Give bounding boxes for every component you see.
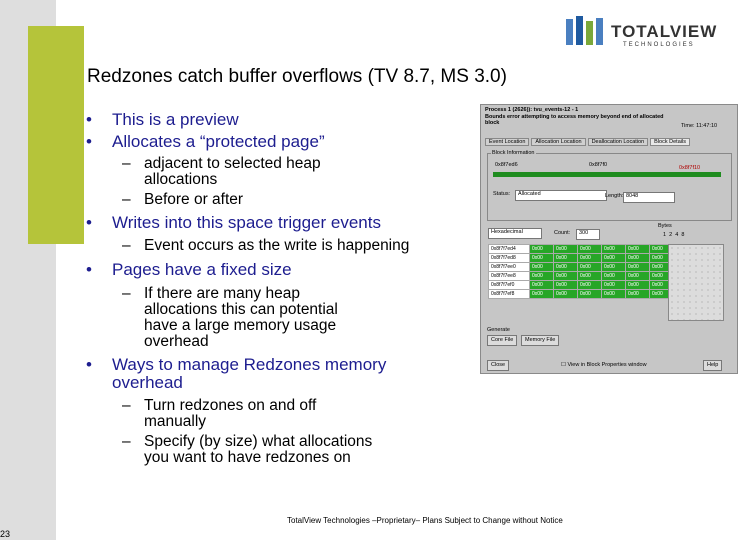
generate-label: Generate — [487, 327, 510, 333]
memory-cell: 0x00 — [554, 263, 578, 272]
memory-cell: 0x00 — [602, 254, 626, 263]
sub-bullet-text: Specify (by size) what allocations you want to have redzones on — [144, 433, 373, 466]
tab-block-details[interactable]: Block Details — [650, 138, 690, 146]
addr-start: 0x8f7ed6 — [495, 162, 518, 168]
sub-bullet-text: Turn redzones on and off manually — [144, 397, 317, 430]
sub-bullet — [86, 398, 374, 430]
bytes-option[interactable]: 1 — [663, 232, 667, 238]
core-file-button[interactable]: Core File — [487, 335, 517, 346]
block-info-label: Block Information — [492, 150, 535, 156]
bullet-dot: • — [86, 260, 92, 279]
decor-green-bar — [28, 26, 84, 244]
memory-cell: 0x00 — [578, 290, 602, 299]
addr-mid: 0x8f7f0 — [589, 162, 608, 168]
view-checkbox[interactable] — [561, 362, 647, 368]
length-field — [623, 192, 675, 203]
checkbox-icon[interactable]: ☐ — [561, 362, 566, 368]
row-address: 0x8f7f7ee0 — [489, 263, 530, 272]
row-address: 0x8f7f7ef8 — [489, 290, 530, 299]
sub-bullet-text: adjacent to selected heap allocations — [144, 155, 321, 188]
status-field — [515, 190, 607, 201]
count-label: Count: — [554, 230, 571, 236]
memory-cell: 0x00 — [626, 290, 650, 299]
memory-file-button[interactable]: Memory File — [521, 335, 559, 346]
memory-cell: 0x00 — [650, 263, 674, 272]
memory-cell: 0x00 — [530, 263, 554, 272]
memory-cell: 0x00 — [602, 281, 626, 290]
logo-bar-3 — [586, 21, 593, 45]
sub-bullet — [86, 192, 476, 208]
sub-bullet — [86, 238, 424, 254]
dash-glyph: – — [122, 285, 131, 302]
bullet — [86, 132, 476, 152]
memory-cell: 0x00 — [530, 290, 554, 299]
dash-glyph: – — [122, 397, 131, 414]
memory-cell: 0x00 — [650, 290, 674, 299]
logo-bar-4 — [596, 18, 603, 45]
memory-cell: 0x00 — [650, 272, 674, 281]
memory-cell: 0x00 — [626, 254, 650, 263]
bytes-option[interactable]: 2 — [669, 232, 673, 238]
memory-cell: 0x00 — [626, 245, 650, 254]
bullet-text: This is a preview — [112, 110, 239, 129]
totalview-logo — [565, 15, 745, 49]
logo-sub: TECHNOLOGIES — [623, 42, 695, 48]
status-value: Allocated — [518, 191, 541, 197]
sub-bullet-text: If there are many heap allocations this can potential have a large memory usage overhead — [144, 285, 338, 350]
memory-cell: 0x00 — [578, 245, 602, 254]
memory-cell: 0x00 — [554, 272, 578, 281]
memory-cell: 0x00 — [554, 290, 578, 299]
bullet — [86, 110, 476, 130]
memory-cell: 0x00 — [626, 281, 650, 290]
view-checkbox-label: View in Block Properties window — [567, 362, 647, 368]
memory-cell: 0x00 — [530, 281, 554, 290]
memory-cell: 0x00 — [554, 245, 578, 254]
memory-cell: 0x00 — [578, 254, 602, 263]
status-label: Status: — [493, 191, 511, 197]
tab-event-location[interactable]: Event Location — [485, 138, 529, 146]
memory-cell: 0x00 — [602, 245, 626, 254]
process-line: Process 1 (2626)): tvu_events-12 - 1 — [485, 107, 579, 113]
event-details-screenshot — [480, 104, 738, 374]
sub-bullet — [86, 286, 364, 350]
memory-cell: 0x00 — [530, 272, 554, 281]
length-value: 8048 — [626, 193, 639, 199]
memory-cell: 0x00 — [578, 272, 602, 281]
sub-bullet — [86, 156, 384, 188]
bullet-dot: • — [86, 110, 92, 129]
bytes-option[interactable]: 8 — [681, 232, 685, 238]
close-button[interactable]: Close — [487, 360, 509, 371]
format-value: Hexadecimal — [491, 229, 523, 235]
bytes-options — [663, 232, 684, 238]
bullet — [86, 214, 412, 232]
count-value: 300 — [579, 230, 589, 236]
memory-cell: 0x00 — [554, 281, 578, 290]
bytes-panel — [668, 244, 724, 321]
page-number: 23 — [0, 529, 11, 539]
addr-end: 0x8f7f10 — [679, 165, 701, 171]
row-address: 0x8f7f7ef0 — [489, 281, 530, 290]
memory-cell: 0x00 — [554, 254, 578, 263]
memory-cell: 0x00 — [578, 281, 602, 290]
row-address: 0x8f7f7ee8 — [489, 272, 530, 281]
memory-cell: 0x00 — [650, 281, 674, 290]
logo-bar-1 — [566, 19, 573, 45]
bytes-label: Bytes — [658, 223, 672, 229]
bullet-dot: • — [86, 213, 92, 232]
bullet — [86, 260, 476, 280]
dash-glyph: – — [122, 191, 131, 208]
logo-bar-2 — [576, 16, 583, 45]
dash-glyph: – — [122, 155, 131, 172]
slide-title: Redzones catch buffer overflows (TV 8.7, MS 3.0) — [87, 66, 507, 87]
sub-bullet-text: Event occurs as the write is happening — [144, 237, 410, 254]
row-address: 0x8f7f7ed4 — [489, 245, 530, 254]
count-input[interactable] — [576, 229, 600, 240]
bullet-list — [86, 110, 476, 466]
bullet — [86, 356, 402, 392]
memory-cell: 0x00 — [602, 263, 626, 272]
tab-allocation-location[interactable]: Allocation Location — [531, 138, 585, 146]
memory-cell: 0x00 — [530, 254, 554, 263]
block-extent-bar — [493, 172, 721, 177]
bytes-option[interactable]: 4 — [675, 232, 679, 238]
block-info-group — [487, 153, 732, 221]
memory-cell: 0x00 — [602, 290, 626, 299]
length-label: Length: — [605, 193, 624, 199]
time-label: Time: 11:47:10 — [681, 123, 718, 129]
memory-cell: 0x00 — [626, 272, 650, 281]
memory-cell: 0x00 — [578, 263, 602, 272]
footer-text: TotalView Technologies –Proprietary– Plans Subject to Change without Notice — [287, 516, 563, 525]
sub-bullet-text: Before or after — [144, 191, 244, 208]
logo-name: TOTALVIEW — [611, 22, 718, 41]
sub-bullet — [86, 434, 384, 466]
bullet-text: Writes into this space trigger events — [112, 213, 381, 232]
format-select[interactable] — [488, 228, 542, 239]
row-address: 0x8f7f7ed8 — [489, 254, 530, 263]
memory-cell: 0x00 — [602, 272, 626, 281]
bullet-text: Ways to manage Redzones memory overhead — [112, 355, 387, 392]
memory-cell: 0x00 — [650, 245, 674, 254]
dash-glyph: – — [122, 433, 131, 450]
help-button[interactable]: Help — [703, 360, 722, 371]
error-line: Bounds error attempting to access memory beyond end of allocated block — [485, 114, 664, 126]
tab-bar — [485, 138, 692, 146]
memory-cell: 0x00 — [530, 245, 554, 254]
bullet-text: Allocates a “protected page” — [112, 132, 325, 151]
tab-deallocation-location[interactable]: Deallocation Location — [588, 138, 649, 146]
memory-cell: 0x00 — [626, 263, 650, 272]
dash-glyph: – — [122, 237, 131, 254]
bullet-dot: • — [86, 132, 92, 151]
bullet-text: Pages have a fixed size — [112, 260, 292, 279]
bullet-dot: • — [86, 355, 92, 374]
memory-cell: 0x00 — [650, 254, 674, 263]
